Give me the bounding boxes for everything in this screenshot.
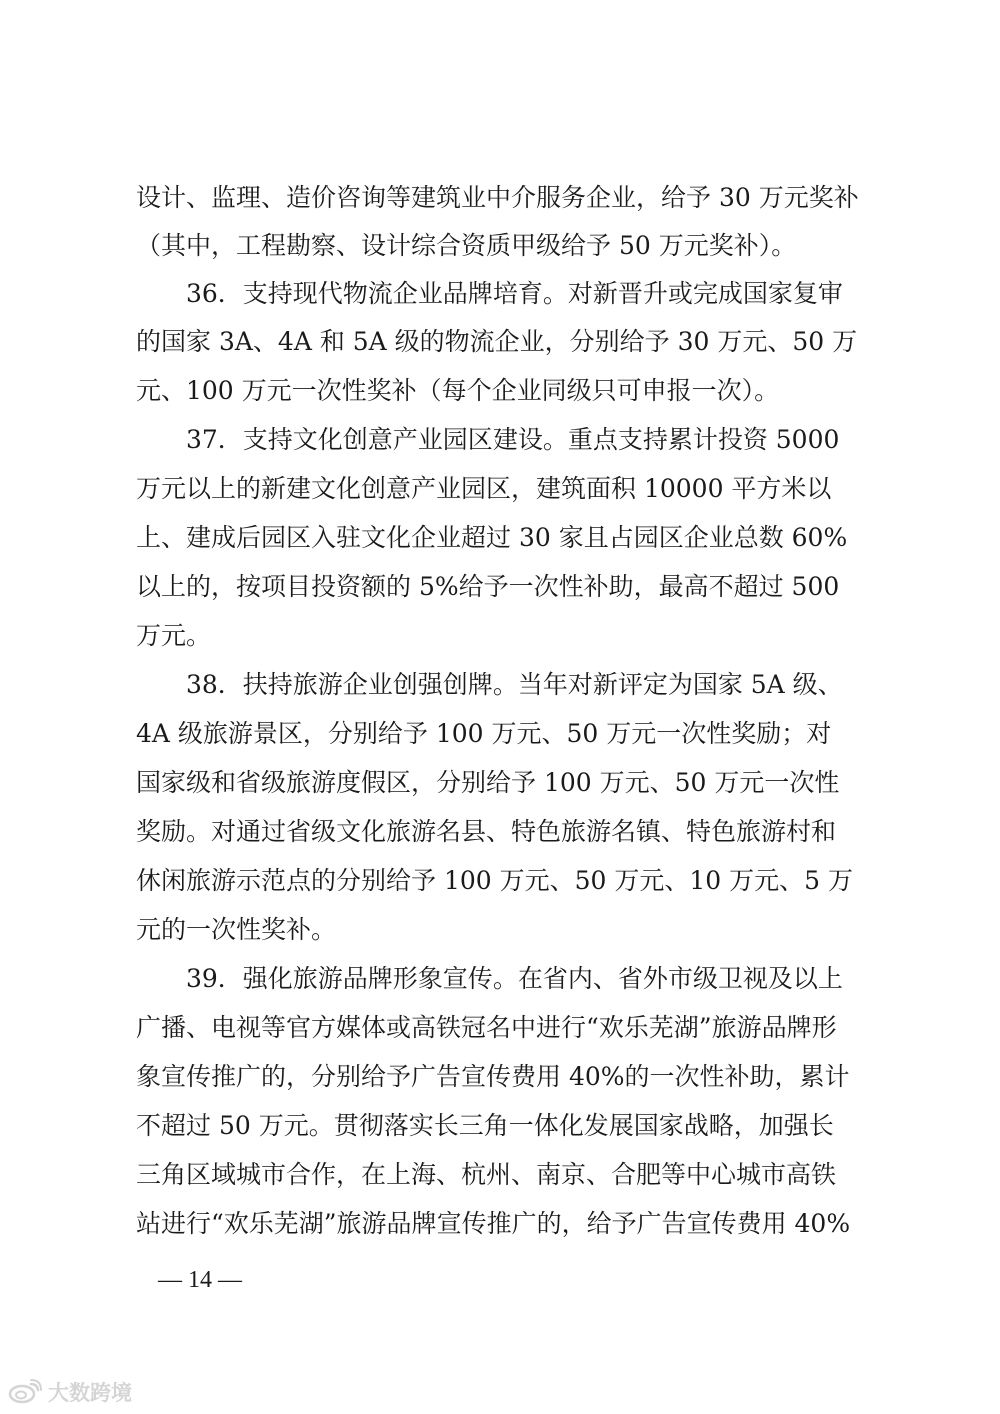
text-line: 象宣传推广的，分别给予广告宣传费用 40%的一次性补助，累计 — [136, 1062, 850, 1091]
text-line: 以上的，按项目投资额的 5%给予一次性补助，最高不超过 500 — [136, 572, 840, 601]
text-line: 设计、监理、造价咨询等建筑业中介服务企业，给予 30 万元奖补 — [136, 183, 859, 212]
text-line: 不超过 50 万元。贯彻落实长三角一体化发展国家战略，加强长 — [136, 1111, 834, 1140]
paragraph-start-38: 38．扶持旅游企业创强创牌。当年对新评定为国家 5A 级、 — [186, 670, 843, 699]
watermark — [8, 1376, 132, 1408]
text-line: 奖励。对通过省级文化旅游名县、特色旅游名镇、特色旅游村和 — [136, 817, 837, 846]
paragraph-start-39: 39．强化旅游品牌形象宣传。在省内、省外市级卫视及以上 — [186, 964, 843, 993]
text-line: 元、100 万元一次性奖补（每个企业同级只可申报一次）。 — [136, 376, 780, 405]
text-line: 元的一次性奖补。 — [136, 915, 337, 944]
text-line: 站进行“欢乐芜湖”旅游品牌宣传推广的，给予广告宣传费用 40% — [136, 1209, 851, 1238]
text-line: （其中，工程勘察、设计综合资质甲级给予 50 万元奖补）。 — [136, 231, 797, 260]
page-number: — 14 — — [158, 1267, 242, 1293]
text-line: 国家级和省级旅游度假区，分别给予 100 万元、50 万元一次性 — [136, 768, 840, 797]
text-line: 广播、电视等官方媒体或高铁冠名中进行“欢乐芜湖”旅游品牌形 — [136, 1013, 837, 1042]
paragraph-start-37: 37．支持文化创意产业园区建设。重点支持累计投资 5000 — [186, 425, 840, 454]
weibo-logo-icon — [8, 1379, 42, 1405]
text-line: 万元以上的新建文化创意产业园区，建筑面积 10000 平方米以 — [136, 474, 832, 503]
text-line: 休闲旅游示范点的分别给予 100 万元、50 万元、10 万元、5 万 — [136, 866, 853, 895]
text-line: 4A 级旅游景区，分别给予 100 万元、50 万元一次性奖励；对 — [136, 719, 832, 748]
text-line: 的国家 3A、4A 和 5A 级的物流企业，分别给予 30 万元、50 万 — [136, 327, 858, 356]
text-line: 上、建成后园区入驻文化企业超过 30 家且占园区企业总数 60% — [136, 523, 848, 552]
text-line: 三角区域城市合作，在上海、杭州、南京、合肥等中心城市高铁 — [136, 1160, 837, 1189]
paragraph-start-36: 36．支持现代物流企业品牌培育。对新晋升或完成国家复审 — [186, 279, 843, 308]
watermark-text: 大数跨境 — [48, 1381, 132, 1405]
text-line: 万元。 — [136, 621, 212, 650]
